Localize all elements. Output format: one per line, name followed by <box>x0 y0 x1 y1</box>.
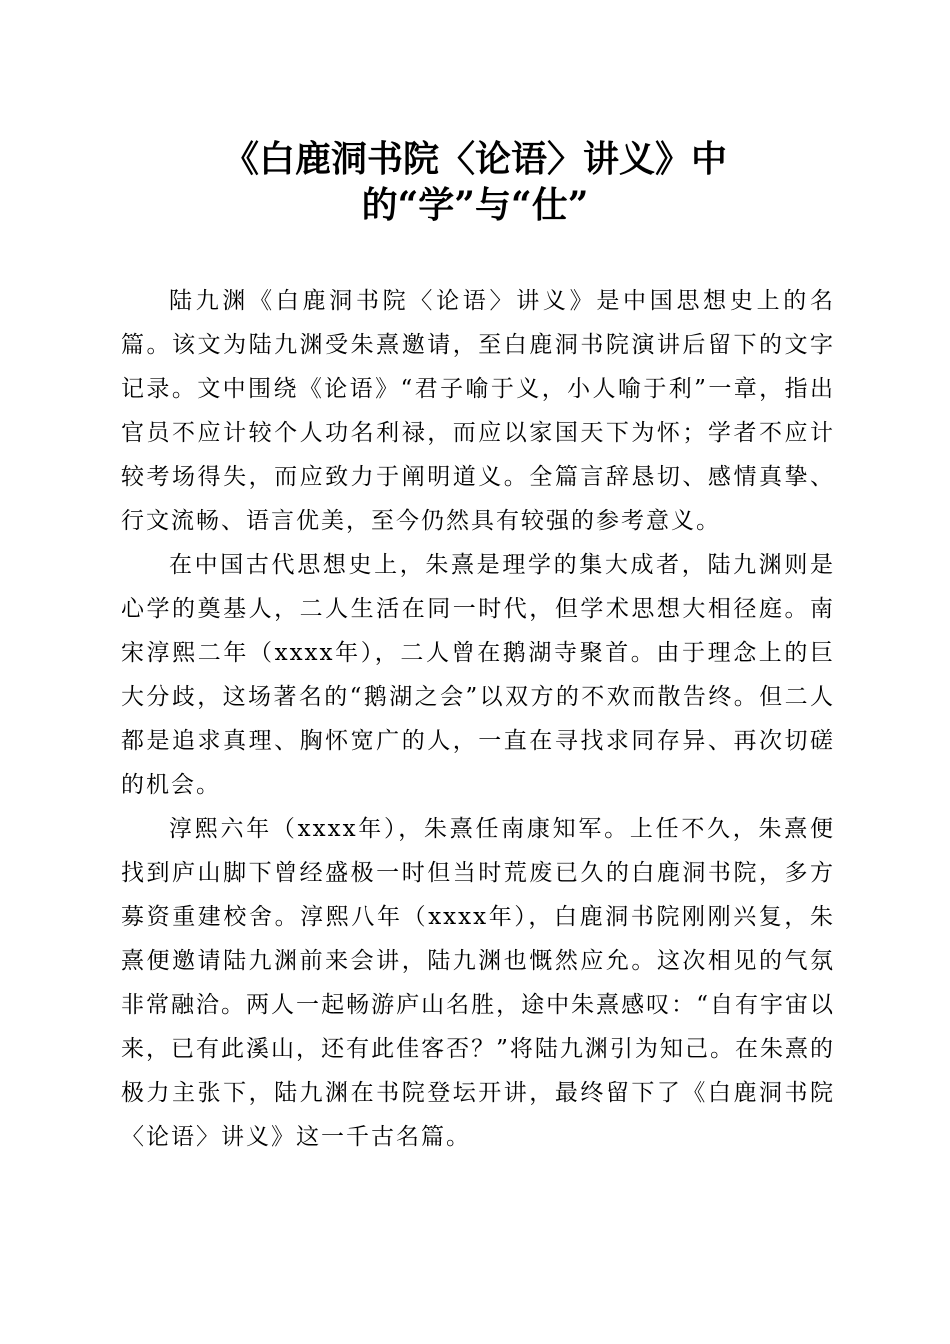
paragraph-3: 淳熙六年（xxxx年），朱熹任南康知军。上任不久，朱熹便找到庐山脚下曾经盛极一时但当时荒废已久的白鹿洞书院，多方募资重建校舍。淳熙八年（xxxx年），白鹿洞书院刚刚兴复，朱熹便邀请陆九渊前来会讲，陆九渊也慨然应允。这次相见的气氛非常融洽。两人一起畅游庐山名胜，途中朱熹感叹：“自有宇宙以来，已有此溪山，还有此佳客否？”将陆九渊引为知己。在朱熹的极力主张下，陆九渊在书院登坛开讲，最终留下了《白鹿洞书院〈论语〉讲义》这一千古名篇。 <box>121 816 835 1150</box>
paragraph-2: 在中国古代思想史上，朱熹是理学的集大成者，陆九渊则是心学的奠基人，二人生活在同一时代，但学术思想大相径庭。南宋淳熙二年（xxxx年），二人曾在鹅湖寺聚首。由于理念上的巨大分歧，这场著名的“鹅湖之会”以双方的不欢而散告终。但二人都是追求真理、胸怀宽广的人，一直在寻找求同存异、再次切磋的机会。 <box>121 552 835 798</box>
document-title-line-1: 《白鹿洞书院〈论语〉讲义》中 <box>222 138 727 180</box>
paragraph-1: 陆九渊《白鹿洞书院〈论语〉讲义》是中国思想史上的名篇。该文为陆九渊受朱熹邀请，至白鹿洞书院演讲后留下的文字记录。文中围绕《论语》“君子喻于义，小人喻于利”一章，指出官员不应计较个人功名利禄，而应以家国天下为怀；学者不应计较考场得失，而应致力于阐明道义。全篇言辞恳切、感情真挚、行文流畅、语言优美，至今仍然具有较强的参考意义。 <box>121 288 835 534</box>
document-title-line-2: 的“学”与“仕” <box>361 184 589 226</box>
document-body <box>121 279 835 1159</box>
